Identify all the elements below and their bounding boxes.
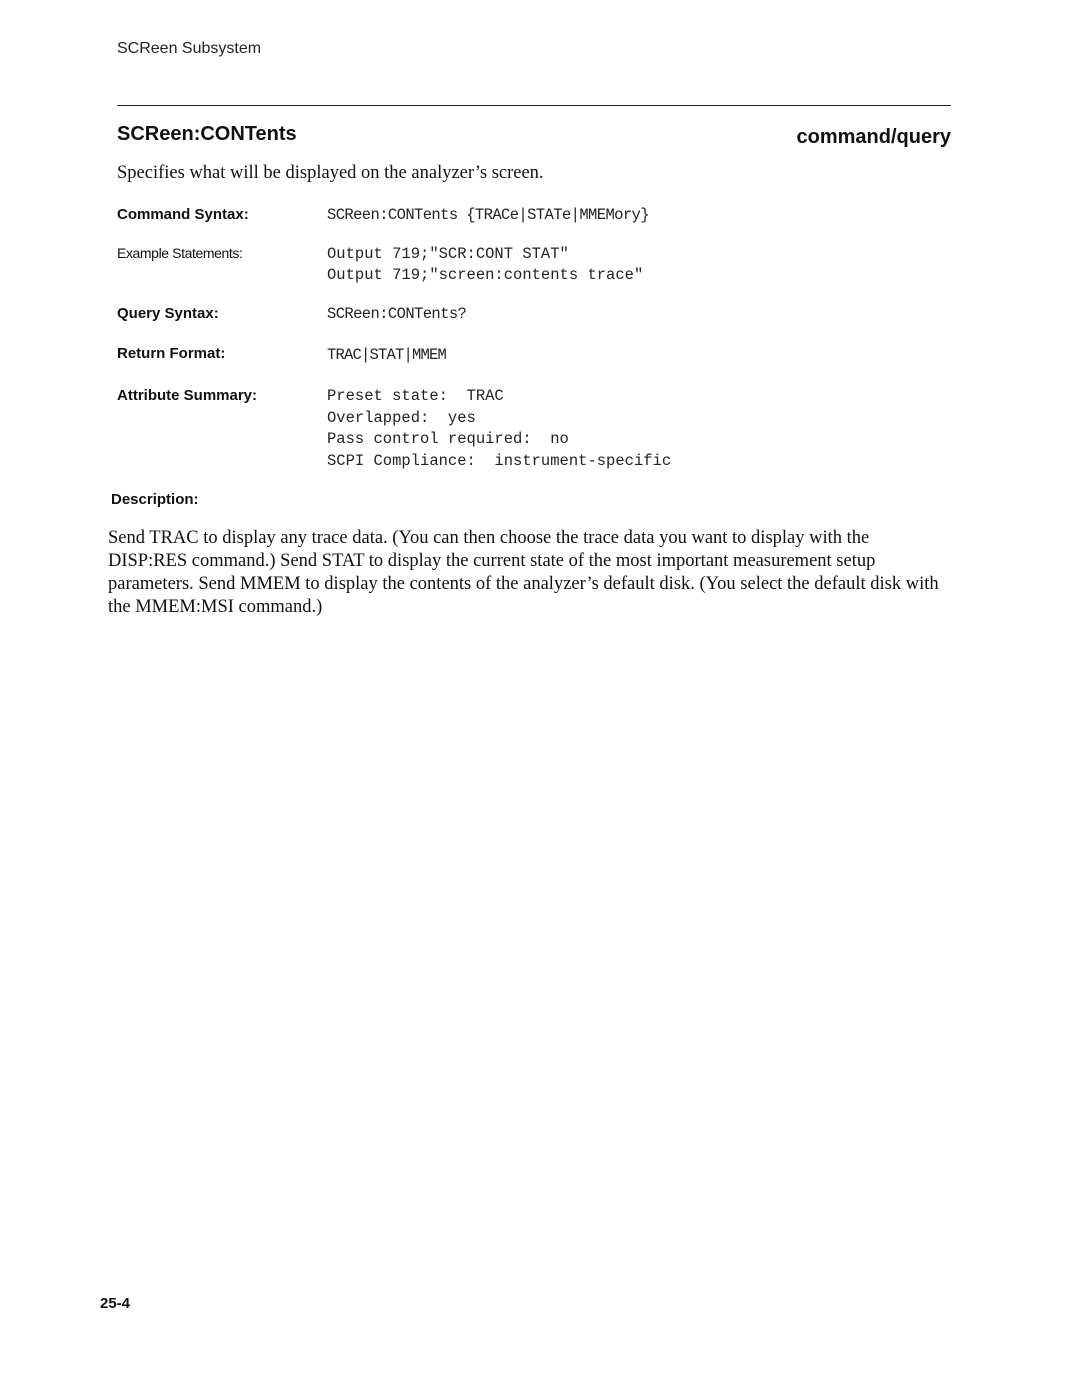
example-statement-line: Output 719;"SCR:CONT STAT": [327, 245, 569, 263]
query-syntax-label: Query Syntax:: [117, 305, 219, 322]
description-label: Description:: [111, 491, 199, 508]
query-syntax-value: SCReen:CONTents?: [327, 305, 467, 323]
command-syntax-value: SCReen:CONTents {TRACe|STATe|MMEMory}: [327, 206, 649, 224]
return-format-value: TRAC|STAT|MMEM: [327, 346, 447, 364]
running-header: SCReen Subsystem: [117, 40, 262, 57]
example-statements-label: Example Statements:: [117, 245, 243, 261]
example-statement-line: Output 719;"screen:contents trace": [327, 266, 644, 284]
header-rule: [117, 105, 951, 106]
page-number: 25-4: [100, 1295, 131, 1312]
command-summary: Specifies what will be displayed on the analyzer’s screen.: [117, 163, 544, 183]
command-type: command/query: [796, 126, 951, 148]
command-title: SCReen:CONTents: [117, 123, 297, 145]
attribute-line: Preset state: TRAC: [327, 387, 504, 405]
command-syntax-label: Command Syntax:: [117, 206, 249, 223]
attribute-summary-label: Attribute Summary:: [117, 387, 258, 404]
description-text: Send TRAC to display any trace data. (You can then choose the trace data you want to display with the DISP:RES command.) Send STAT to display the current state of the most important measurement setup parameters. Send MMEM to display the contents of the analyzer’s default disk. (You select the default disk with the MMEM:MSI command.): [108, 528, 939, 617]
attribute-line: SCPI Compliance: instrument-specific: [327, 452, 672, 470]
return-format-label: Return Format:: [117, 345, 226, 362]
attribute-line: Pass control required: no: [327, 430, 569, 448]
attribute-line: Overlapped: yes: [327, 409, 476, 427]
